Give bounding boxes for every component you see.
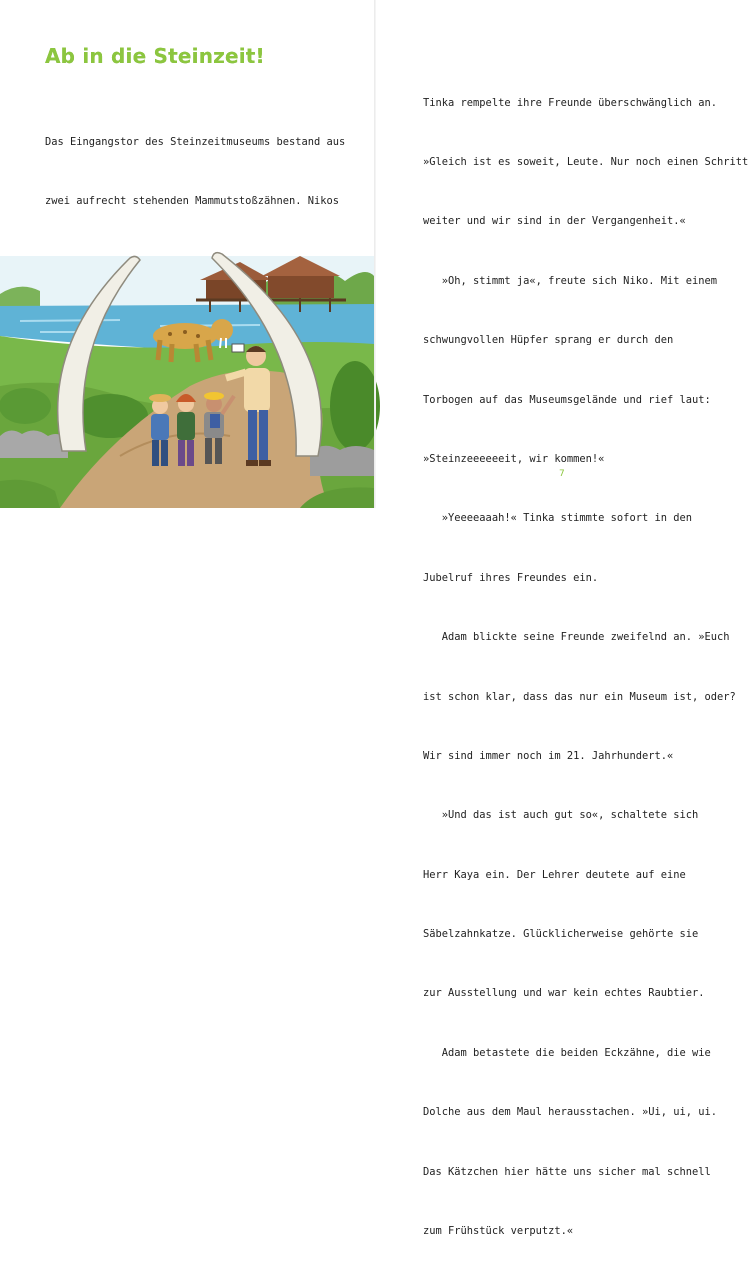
text-line: ist schon klar, dass das nur ein Museum ist, oder? <box>423 690 736 703</box>
text-line: Tinka rempelte ihre Freunde überschwänglich an. <box>423 96 718 109</box>
right-page-text <box>423 54 748 1281</box>
text-line: Torbogen auf das Museumsgelände und rief laut: <box>423 393 711 406</box>
children-group-icon <box>149 392 234 466</box>
text-line: zur Ausstellung und war kein echtes Raubtier. <box>423 987 705 1000</box>
text-line: »Steinzeeeeeeit, wir kommen!« <box>423 452 605 465</box>
text-line: Das Eingangstor des Steinzeitmuseums bestand aus <box>45 135 346 148</box>
text-line: Herr Kaya ein. Der Lehrer deutete auf eine <box>423 868 686 881</box>
text-line: zum Frühstück verputzt.« <box>423 1225 574 1238</box>
text-line: schwungvollen Hüpfer sprang er durch den <box>423 334 674 347</box>
stone-age-museum-illustration <box>0 236 374 508</box>
text-line: Adam betastete die beiden Eckzähne, die wie <box>423 1046 711 1059</box>
text-line: weiter und wir sind in der Vergangenheit.« <box>423 215 686 228</box>
text-line: Das Kätzchen hier hätte uns sicher mal schnell <box>423 1165 711 1178</box>
text-line: »Und das ist auch gut so«, schaltete sich <box>423 809 699 822</box>
text-line: Jubelruf ihres Freundes ein. <box>423 571 599 584</box>
text-line: »Oh, stimmt ja«, freute sich Niko. Mit einem <box>423 274 718 287</box>
left-page <box>0 0 374 508</box>
text-line: Säbelzahnkatze. Glücklicherweise gehörte sie <box>423 928 699 941</box>
text-line: »Gleich ist es soweit, Leute. Nur noch einen Schritt <box>423 155 749 168</box>
right-page <box>376 0 750 1238</box>
chapter-title: Ab in die Steinzeit! <box>45 44 265 68</box>
text-line: Wir sind immer noch im 21. Jahrhundert.« <box>423 749 674 762</box>
text-line: zwei aufrecht stehenden Mammutstoßzähnen. Nikos <box>45 194 340 207</box>
text-line: Adam blickte seine Freunde zweifelnd an. »Euch <box>423 631 730 644</box>
page-number: 7 <box>559 469 565 479</box>
text-line: Dolche aus dem Maul herausstachen. »Ui, ui, ui. <box>423 1106 718 1119</box>
text-line: »Yeeeeaaah!« Tinka stimmte sofort in den <box>423 512 692 525</box>
